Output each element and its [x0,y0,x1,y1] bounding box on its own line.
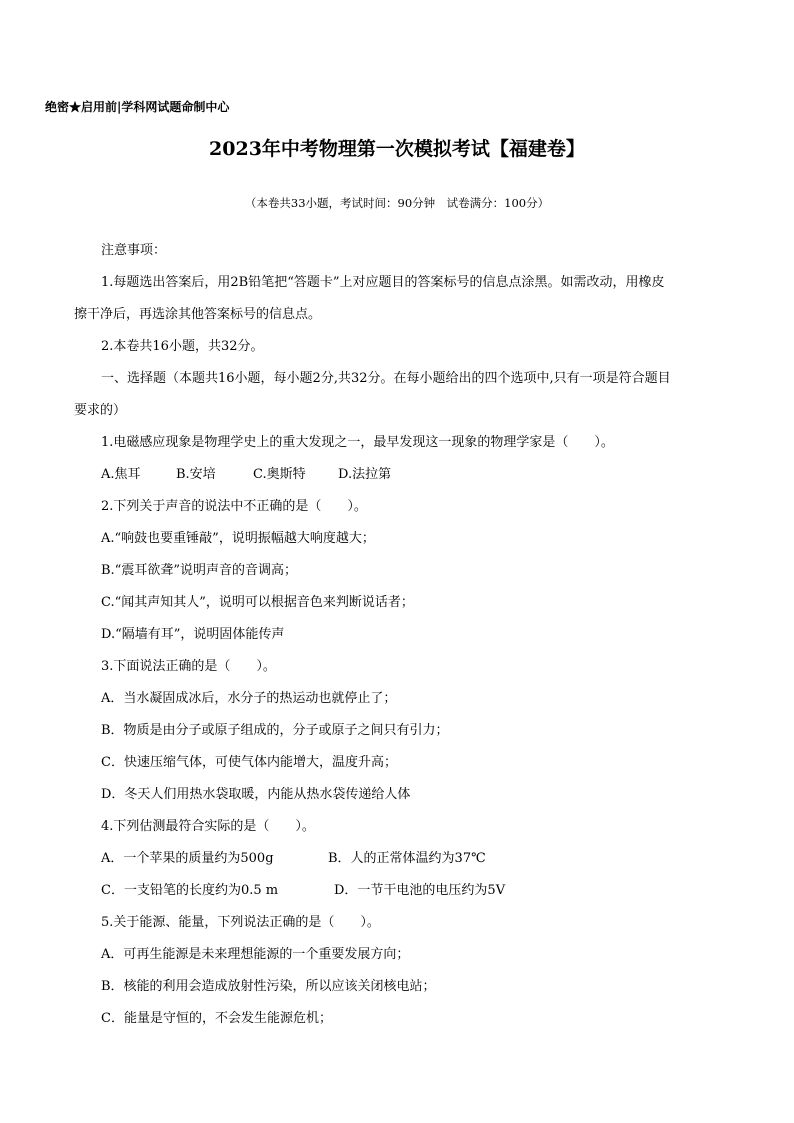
question-stem: 2.下列关于声音的说法中不正确的是（ ）。 [101,499,367,514]
confidential-label: 绝密★启用前|学科网试题命制中心 [45,100,230,114]
question-stem: 3.下面说法正确的是（ ）。 [101,659,276,674]
note-1-line-2: 擦干净后，再选涂其他答案标号的信息点。 [74,307,322,322]
question-stem: 1.电磁感应现象是物理学史上的重大发现之一，最早发现这一现象的物理学家是（ ）。 [101,435,614,450]
exam-subtitle: （本卷共33小题，考试时间：90分钟 试卷满分：100分） [244,196,550,210]
question-option: B．物质是由分子或原子组成的，分子或原子之间只有引力； [101,723,449,738]
question-option: A．一个苹果的质量约为500g [101,851,274,866]
question-option: D．一节干电池的电压约为5V [334,883,506,898]
section-heading-line-2: 要求的） [74,403,127,418]
question-option: B.“震耳欲聋”说明声音的音调高； [101,563,297,578]
exam-title: 2023年中考物理第一次模拟考试【福建卷】 [209,138,585,160]
question-option: C.奥斯特 [253,467,306,482]
notes-heading: 注意事项： [101,243,167,258]
question-option: A.“响鼓也要重锤敲”，说明振幅越大响度越大； [101,531,375,546]
question-option: C．能量是守恒的，不会发生能源危机； [101,1011,332,1026]
question-option: C．快速压缩气体，可使气体内能增大，温度升高； [101,755,397,770]
note-2: 2.本卷共16小题，共32分。 [101,339,264,354]
question-stem: 5.关于能源、能量，下列说法正确的是（ ）。 [101,915,380,930]
question-option: C．一支铅笔的长度约为0.5 m [101,883,279,898]
question-option: A.焦耳 [101,467,141,482]
question-stem: 4.下列估测最符合实际的是（ ）。 [101,819,315,834]
question-option: D.“隔墙有耳”，说明固体能传声 [101,627,285,642]
section-heading-line-1: 一、选择题（本题共16小题，每小题2分,共32分。在每小题给出的四个选项中,只有一项是符合题目 [101,371,671,386]
question-option: D.法拉第 [338,467,392,482]
question-option: B．人的正常体温约为37℃ [328,851,486,866]
question-option: D．冬天人们用热水袋取暖，内能从热水袋传递给人体 [101,787,411,802]
question-option: C.“闻其声知其人”，说明可以根据音色来判断说话者； [101,595,414,610]
note-1-line-1: 1.每题选出答案后，用2B铅笔把“答题卡”上对应题目的答案标号的信息点涂黑。如需改动，用橡皮 [101,275,665,290]
question-option: B．核能的利用会造成放射性污染，所以应该关闭核电站； [101,979,436,994]
question-option: B.安培 [176,467,216,482]
question-option: A．当水凝固成冰后，水分子的热运动也就停止了； [101,691,397,706]
question-option: A．可再生能源是未来理想能源的一个重要发展方向； [101,947,410,962]
